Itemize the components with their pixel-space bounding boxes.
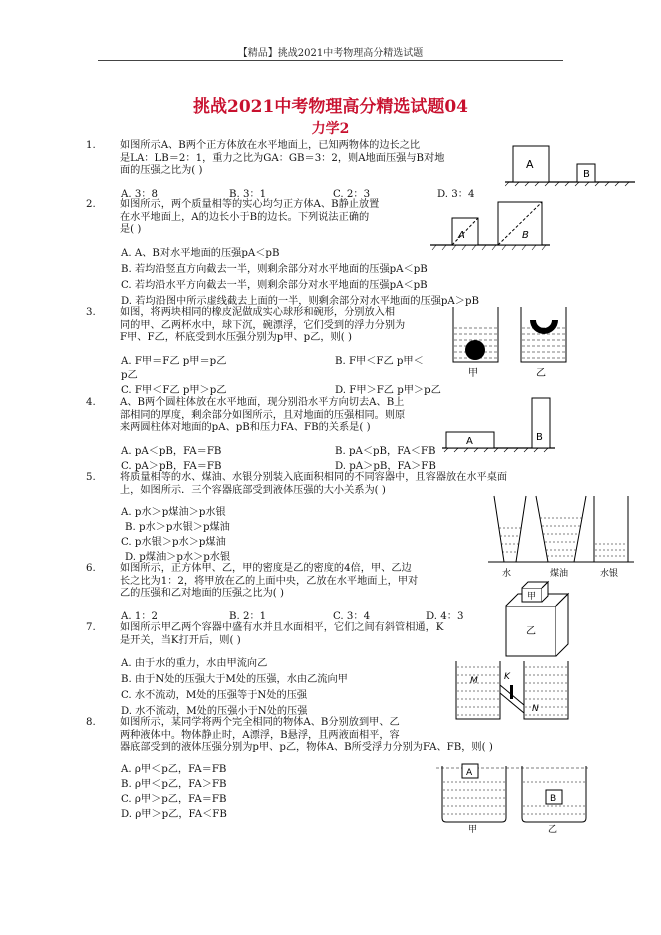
question-stem [120,397,405,435]
question-stem [120,717,493,755]
stem-line: 器底部受到的液体压强分别为p甲、p乙，物体A、B所受浮力分别为FA、FB，则( ) [120,742,493,753]
option-b[interactable]: B. 若均沿竖直方向截去一半，则剩余部分对水平地面的压强pA＜pB [121,264,428,275]
label-jia: 甲 [468,825,478,834]
question-number: 4. [86,397,96,408]
option-b[interactable]: B. 3：1 [229,189,267,200]
label-yi: 乙 [526,626,536,637]
stem-line: 两种液体中。物体静止时，A漂浮，B悬浮，且两液面相平，容 [120,729,400,741]
stem-line: 同的甲、乙两杯水中，球下沉，碗漂浮，它们受到的浮力分别为 [120,319,406,331]
label-mercury: 水银 [600,569,619,579]
stem-line: 是开关，当K打开后，则( ) [120,634,241,646]
label-n: N [532,704,539,714]
option-a[interactable]: A. F甲＝F乙 p甲＝p乙 [121,356,227,367]
figure-q5 [488,492,636,582]
option-a[interactable]: A. p水＞p煤油＞p水银 [121,507,226,518]
option-a[interactable]: A. A、B对水平地面的压强pA＜pB [121,248,280,259]
question-number: 7. [86,622,96,633]
option-d[interactable]: D. pA＞pB，FA＞FB [335,461,436,472]
question-number: 2. [86,199,96,210]
question-number: 8. [86,717,96,728]
option-c[interactable]: C. 若均沿水平方向截去一半，则剩余部分对水平地面的压强pA＜pB [121,280,428,291]
question-stem [120,472,507,497]
label-yi: 乙 [536,368,546,379]
option-c[interactable]: C. p水银＞p水＞p煤油 [121,537,226,548]
figure-q1 [505,140,640,188]
option-c[interactable]: C. F甲＜F乙 p甲＞p乙 [121,385,227,396]
label-b: B [550,794,557,804]
stem-line: 乙的压强和乙对地面的压强之比为( ) [120,588,284,599]
option-d[interactable]: D. 4：3 [426,611,464,622]
question-stem [120,199,379,237]
page-subtitle: 力学2 [311,121,350,137]
option-b[interactable]: B. 2：1 [229,611,267,622]
stem-line: A、B两个圆柱体放在水平地面，现分别沿水平方向切去A、B上 [120,397,405,408]
option-b-continued: p乙 [121,370,138,381]
label-k: K [504,672,510,682]
option-a[interactable]: A. ρ甲＜p乙，FA＝FB [121,764,227,775]
page-title: 挑战2021中考物理高分精选试题04 [193,97,468,117]
option-a[interactable]: A. 1：2 [121,611,158,622]
stem-line: 部相同的厚度，剩余部分如图所示，且对地面的压强相同。则原 [120,409,406,421]
label-b: B [536,432,543,443]
stem-line: 长之比为1：2，将甲放在乙的上面中央，乙放在水平地面上，甲对 [120,575,419,587]
option-b[interactable]: B. p水＞p水银＞p煤油 [125,522,230,533]
stem-line: 如图所示，某同学将两个完全相同的物体A、B分别放到甲、乙 [120,717,400,728]
option-c[interactable]: C. 3：4 [333,611,371,622]
label-a: A [466,768,473,778]
figure-q7 [452,655,572,723]
stem-line: 如图所示A、B两个正方体放在水平地面上，已知两物体的边长之比 [120,140,421,151]
label-b: B [583,169,590,180]
question-stem [120,307,405,345]
question-number: 6. [86,563,96,574]
option-d[interactable]: D. 水不流动，M处的压强小于N处的压强 [121,706,308,717]
label-a: A [466,436,473,447]
option-b[interactable]: B. F甲＜F乙 p甲＜ [335,356,424,367]
label-water: 水 [502,569,512,579]
option-b[interactable]: B. 由于N处的压强大于M处的压强，水由乙流向甲 [121,674,348,685]
question-number: 5. [86,472,96,483]
label-yi: 乙 [548,825,558,834]
option-b[interactable]: B. ρ甲＜p乙，FA＞FB [121,779,227,790]
stem-line: 面的压强之比为( ) [120,165,203,176]
label-b: B [522,230,529,241]
question-stem [120,140,444,178]
stem-line: 如图所示，两个质量相等的实心均匀正方体A、B静止放置 [120,199,380,210]
stem-line: F甲、F乙，杯底受到水压强分别为p甲、p乙，则( ) [120,332,352,343]
option-c[interactable]: C. 水不流动，M处的压强等于N处的压强 [121,690,308,701]
stem-line: 来两圆柱体对地面的pA、pB和压力FA、FB的关系是( ) [120,422,371,433]
option-c[interactable]: C. ρ甲＞p乙，FA＝FB [121,794,227,805]
label-a: A [458,230,465,241]
stem-line: 在水平地面上，A的边长小于B的边长。下列说法正确的 [120,211,370,223]
option-a[interactable]: A. 由于水的重力，水由甲流向乙 [121,658,268,669]
label-jia: 甲 [527,592,537,602]
stem-line: 是LA：LB＝2：1，重力之比为GA：GB＝3：2，则A地面压强与B对地 [120,152,445,164]
label-a: A [526,158,534,171]
header-divider [98,60,563,61]
figure-q3 [448,302,588,380]
stem-line: 如图所示，正方体甲、乙，甲的密度是乙的密度的4倍，甲、乙边 [120,563,412,574]
stem-line: 如图所示甲乙两个容器中盛有水并且水面相平，它们之间有斜管相通，K [120,622,444,633]
question-number: 1. [86,140,96,151]
label-kerosene: 煤油 [550,569,569,579]
stem-line: 将质量相等的水、煤油、水银分别装入底面积相同的不同容器中，且容器放在水平桌面 [120,472,508,483]
label-m: M [470,676,478,686]
figure-q4 [440,394,560,454]
figure-q8 [432,762,592,834]
page-header: 【精品】挑战2021中考物理高分精选试题 [237,48,424,59]
option-d[interactable]: D. 3：4 [437,189,475,200]
question-stem [120,622,443,647]
option-d[interactable]: D. 若均沿图中所示虚线截去上面的一半，则剩余部分对水平地面的压强pA＞pB [121,296,479,307]
option-d[interactable]: D. F甲＞F乙 p甲＞p乙 [335,385,441,396]
option-c[interactable]: C. 2：3 [333,189,371,200]
question-number: 3. [86,307,96,318]
figure-q6 [500,580,580,660]
stem-line: 如图，将两块相同的橡皮泥做成实心球形和碗形，分别放入相 [120,307,396,318]
stem-line: 上，如图所示．三个容器底部受到液体压强的大小关系为( ) [120,484,386,496]
option-a[interactable]: A. 3：8 [121,189,158,200]
question-stem [120,563,418,601]
option-d[interactable]: D. p煤油＞p水＞p水银 [125,552,231,563]
stem-line: 是( ) [120,224,142,235]
label-jia: 甲 [468,368,478,379]
option-a[interactable]: A. pA＜pB，FA＝FB [121,446,222,457]
option-c[interactable]: C. pA＞pB，FA＝FB [121,461,222,472]
option-d[interactable]: D. ρ甲＞p乙，FA＜FB [121,809,227,820]
figure-q2 [430,198,555,253]
option-b[interactable]: B. pA＜pB，FA＜FB [335,446,436,457]
